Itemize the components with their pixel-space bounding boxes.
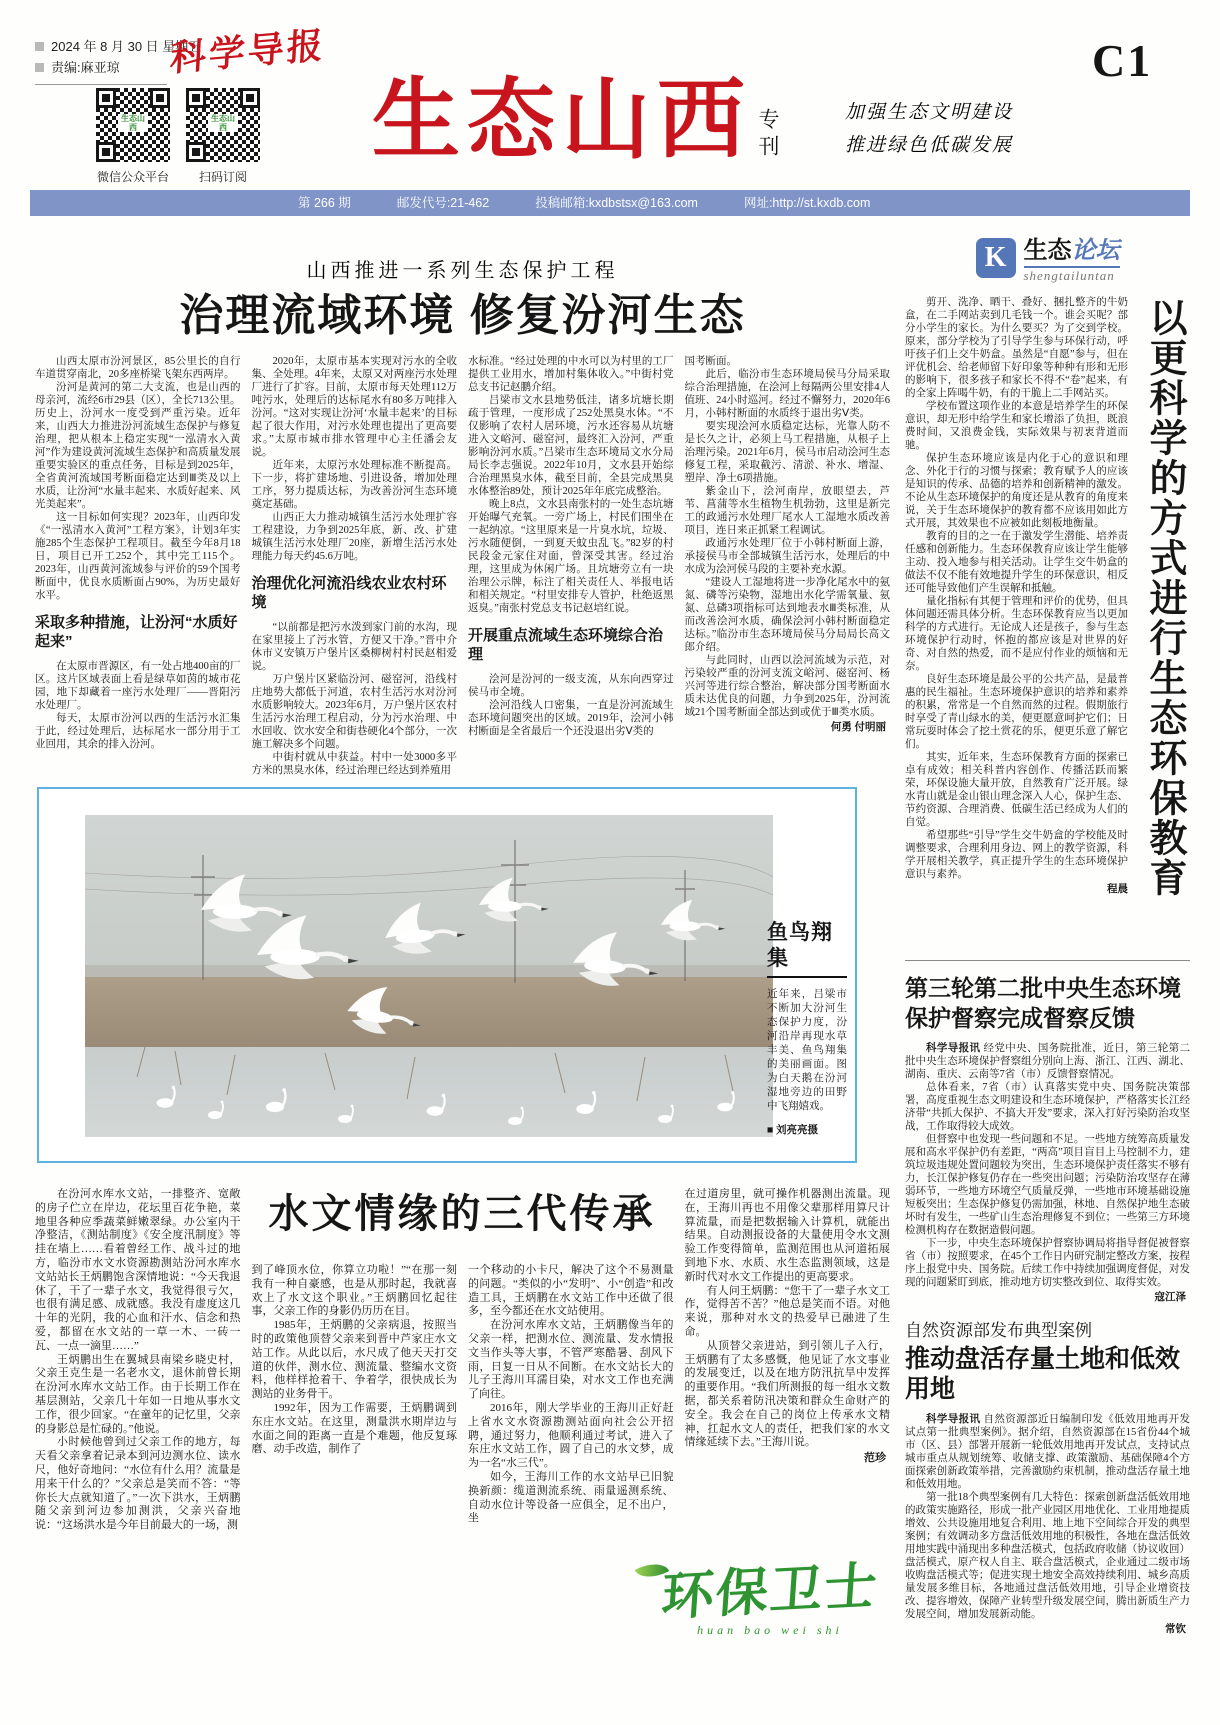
paragraph: 科学导报讯 经党中央、国务院批准，近日，第三轮第二批中央生态环境保护督察组分别向上海、浙江、江西、湖北、湖南、重庆、云南等7省（市）反馈督察情况。 [905, 1043, 1190, 1080]
main-column-3 [468, 355, 674, 777]
paragraph: 山西正大力推动城镇生活污水处理扩容工程建设，力争到2025年底，新、改、扩建城镇生活污水处理厂20座，新增生活污水处理能力每天约45.6万吨。 [251, 512, 457, 562]
paragraph: 一个移动的小卡尺，解决了这个不易测量的问题。“类似的小“发明”、小“创造”和改造工具，王炳鹏在水文站工作中还做了很多，至今都还在水文站使用。 [468, 1264, 674, 1318]
slogan-line2: 推进绿色低碳发展 [845, 135, 1014, 156]
byline: 范珍 [864, 1452, 886, 1465]
hydrology-column-1 [35, 1188, 241, 1698]
header-rule [35, 84, 167, 85]
paragraph: 到了峰顶水位，你算立功啦！”“在那一刻我有一种自豪感，也是从那时起，我就喜欢上了水文这个职业。”王炳鹏回忆起往事，父亲工作的身影仍历历在目。 [251, 1264, 457, 1318]
eco-guard-logo [627, 1560, 890, 1640]
subhead: 治理优化河流沿线农业农村环境 [251, 575, 447, 611]
website-url: 网址:http://st.kxdb.com [743, 196, 871, 210]
subhead: 采取多种措施，让汾河“水质好起来” [35, 614, 238, 650]
paragraph: 中街村就从中获益。村中一处3000多平方米的黑臭水体，经过治理已经达到养殖用 [251, 752, 457, 776]
issue-number: 第 266 期 [298, 196, 351, 210]
paragraph: 汾河是黄河的第二大支流，也是山西的母亲河，流经6市29县（区），全长713公里。历史上，汾河水一度受到严重污染。近年来，山西大力推进汾河流域生态保护与修复治理，把从根本上稳定实现“一泓清水入黄河”作为建设黄河流域生态保护和高质量发展重要实验区的重点任务，目标是到2025年，全省黄河流域国考断面稳定达到Ⅲ类及以上水质，让汾河“水量丰起来、水质好起来、风光美起来”。 [35, 382, 241, 510]
paragraph: 在太原市晋源区，有一处占地400亩的厂区。这片区域表面上看是绿草如茵的城市花园，地下却藏着一座污水处理厂——晋阳污水处理厂。 [35, 661, 241, 711]
eco-guard-calligraphy: 环保卫士 [659, 1558, 881, 1627]
land-article-kicker: 自然资源部发布典型案例 [905, 1321, 1092, 1340]
paragraph: 吕梁市文水县地势低洼，诸多坑塘长期疏于管理，一度形成了252处黑臭水体。“不仅影响了农村人居环境，污水还容易从坑塘进入文峪河、磁窑河，最终汇入汾河，严重影响汾河水质。”吕梁市生态环境局文水分局局长李志强说。2022年10月，文水县开始综合治理黑臭水体，截至目前，全县完成黑臭水体整治89处，预计2025年年底完成整治。 [468, 395, 674, 497]
right-column [905, 238, 1190, 1636]
paragraph: 但督察中也发现一些问题和不足。一些地方统筹高质量发展和高水平保护仍有差距，“两高”项目盲目上马控制不力，建筑垃圾违规处置问题较为突出，生态环境保护责任落实不够有力，长江保护修复仍存在一些突出问题；污染防治攻坚存在薄弱环节，一些地方环境空气质量反弹，一些地市环境基础设施短板突出；生态保护修复仍需加强，林地、自然保护地生态破坏时有发生，一些矿山生态治理修复不到位；一些第三方环境检测机构存在数据造假问题。 [905, 1134, 1190, 1236]
paragraph: 与此同时，山西以浍河流域为示范，对污染较严重的汾河支流文峪河、磁窑河、杨兴河等进行综合整治，解决部分国考断面水质未达优良的问题，力争到2025年，汾河流域21个国考断面全部达到或优于Ⅲ类水质。 [684, 655, 890, 718]
inspection-article [905, 973, 1190, 1304]
paragraph: 良好生态环境是最公平的公共产品，是最普惠的民生福祉。生态环境保护意识的培养和素养的积累，常常是一个自然而然的过程。假期旅行时享受了青山绿水的美，便更愿意呵护它们；日常玩耍时体会了挖土赏花的乐，便更乐意了解它们。 [905, 674, 1128, 750]
paragraph: 王炳鹏出生在翼城县南梁乡晓史村，父亲王克生是一名老水文，退休前曾长期在汾河水库水文站工作。由于长期工作在基层测站，父亲几十年如一日地从事水文工作，很少回家。“在童年的记忆里，父亲的身影总是忙碌的。”他说。 [35, 1353, 241, 1435]
photo-caption [767, 815, 847, 1137]
paragraph: 要实现浍河水质稳定达标，光靠人防不是长久之计，必须上马工程措施，从根子上治理污染。2021年6月，侯马市启动浍河生态修复工程，采取截污、清淤、补水、增湿、塑岸、净土6项措施。 [684, 421, 890, 484]
main-article-headline: 治理流域环境 修复汾河生态 [179, 291, 746, 340]
paragraph: 国考断面。 [684, 356, 737, 367]
paragraph: 总体看来，7省（市）认真落实党中央、国务院决策部署，高度重视生态文明建设和生态环境保护，严格落实长江经济带“共抓大保护、不搞大开发”要求，深入打好污染防治攻坚战，工作取得较大成效。 [905, 1082, 1190, 1132]
paragraph: 1985年，王炳鹏的父亲病退，按照当时的政策他顶替父亲来到晋中芦家庄水文站工作。从此以后，水尺成了他天天打交道的伙伴，测水位、测流量、整编水文资料，他样样抢着干、争着学，很快成长为测站的业务骨干。 [251, 1319, 457, 1401]
photo-caption-text: 近年来，吕梁市不断加大汾河生态保护力度，汾河沿岸再现水草丰美、鱼鸟翔集的美丽画面。图为白天鹅在汾河湿地旁边的田野中飞翔嬉戏。 [767, 989, 847, 1112]
slogan [845, 96, 1013, 162]
wechat-qr-label: 微信公众平台 [96, 170, 169, 184]
photo-credit: ■ 刘亮亮摄 [767, 1125, 818, 1136]
wechat-qr-code [96, 88, 170, 162]
hydrology-article-headline: 水文情缘的三代传承 [268, 1191, 656, 1236]
forum-pinyin: shengtailuntan [1023, 268, 1115, 283]
hydrology-column-2 [252, 1188, 458, 1698]
forum-title-black: 生态 [1023, 237, 1072, 264]
paragraph: 保护生态环境应该是内化于心的意识和理念、外化于行的习惯与探索；教育赋予人的应该是知识的传承、品德的培养和创新精神的激发。不论从生态环境保护的角度还是从教育的角度来说，关于生态环境保护的教育都不应该用如此方式开展，其效果也不应被如此刻板地衡量。 [905, 453, 1128, 529]
paragraph: 其实，近年来，生态环保教育方面的探索已卓有成效；相关科普内容创作、传播活跃而繁荣，环保设施大量开放，自然教育广泛开展。绿水青山就是金山银山理念深入人心，保护生态、节约资源、合理消费、低碳生活已经成为人们的自觉。 [905, 752, 1128, 828]
hydrology-article [35, 1188, 890, 1698]
paragraph: 下一步，中央生态环境保护督察协调局将指导督促被督察省（市）按照要求，在45个工作日内研究制定整改方案，按程序上报党中央、国务院。后续工作中持续加强调度督促，对发现的问题紧盯到底，推动地方切实整改到位、取得实效。 [905, 1238, 1190, 1288]
forum-section-header [905, 238, 1190, 284]
forum-article [905, 296, 1190, 944]
paragraph: 量化指标有其便于管理和评价的优势，但具体问题还需具体分析。生态环保教育应当以更加科学的方式进行。无论成人还是孩子，参与生态环境保护行动时，怀抱的都应该是对世界的好奇、对自然的热爱，而不是应付作业的烦恼和无奈。 [905, 596, 1128, 672]
forum-k-badge-icon: K [976, 238, 1016, 278]
bullet-square-icon [35, 42, 44, 51]
paragraph: 剪开、洗净、晒干、叠好、捆扎整齐的牛奶盒，在二手网站卖到几毛钱一个。谁会买呢？部分小学生的家长。为什么要买？为了交到学校。原来，部分学校为了引导学生参与环保行动，呼吁孩子们上交牛奶盒。虽然是“自愿”参与，但在评优机会、给老师留下好印象等种种有形和无形的影响下，很多孩子和家长不得不“卷”起来，有的全家上阵喝牛奶，有的干脆上二手网站买。 [905, 297, 1128, 399]
qr-center-label: 生态山西 [208, 114, 238, 132]
forum-title-accent: 论坛 [1071, 238, 1120, 264]
paragraph: 山西太原市汾河景区，85公里长的自行车道贯穿南北，20多座桥梁飞架东西两岸。 [35, 356, 241, 380]
paragraph: 每天，太原市汾河以西的生活污水汇集于此，经过处理后，达标尾水一部分用于工业回用，其余的排入汾河。 [35, 713, 241, 750]
paragraph: 如今，王海川工作的水文站早已旧貌换新颜：缆道测流系统、雨量遥测系统、自动水位计等设备一应俱全，足不出户，坐 [468, 1470, 674, 1525]
page-number: C1 [1092, 35, 1153, 86]
land-article [905, 1320, 1190, 1636]
paragraph: 小时候他曾到过父亲工作的地方，每天看父亲拿着记录本到河边测水位、读水尺，他好奇地问：“水位有什么用？流量是用来干什么的？”父亲总是笑而不答：“等你长大点就知道了。”一次下洪水，王炳鹏随父亲到河边参加测洪，父亲兴奋地说：“这场洪水是今年目前最大的一场，测 [35, 1436, 241, 1532]
paragraph: “建设人工湿地将进一步净化尾水中的氨氮、磷等污染物，湿地出水化学需氧量、氨氮、总磷3项指标可达到地表水Ⅲ类标准，从而改善浍河水质，确保浍河小韩村断面稳定达标。”临汾市生态环境局侯马分局局长高文郎介绍。 [684, 577, 890, 653]
paragraph: 2016年，刚大学毕业的王海川正好赶上省水文水资源勘测站面向社会公开招聘，通过努力，他顺利通过考试，进入了东庄水文站工作，圆了自己的水文梦，成为一名“水三代”。 [468, 1401, 674, 1470]
date-text: 2024 年 8 月 30 日 星期五 [51, 39, 202, 54]
photo-block [37, 787, 857, 1163]
land-article-text [905, 1413, 1190, 1636]
submission-email: 投稿邮箱:kxdbstsx@163.com [535, 196, 698, 210]
paragraph: “以前都是把污水泼到家门前的水沟，现在家里接上了污水管，方便又干净。”晋中介休市义安镇万户堡片区桑柳树村村民赵相爱说。 [251, 622, 457, 672]
swans-wetland-photo [85, 815, 773, 1137]
main-column-1 [35, 355, 241, 777]
paragraph: 此后，临汾市生态环境局侯马分局采取综合治理措施，在浍河上每隔两公里安排4人值班、24小时巡河。经过不懈努力，2020年6月，小韩村断面的水质终于退出劣Ⅴ类。 [684, 369, 890, 419]
subhead: 开展重点流域生态环境综合治理 [468, 627, 664, 663]
paragraph: 万户堡片区紧临汾河、磁窑河，沿线村庄地势大都低于河道，农村生活污水对汾河水质影响较大。2023年6月，万户堡片区农村生活污水治理工程启动，分为污水治理、中水回收、饮水安全和街巷硬化4个部分，一次施工解决多个问题。 [251, 674, 457, 750]
paragraph: 2020年，太原市基本实现对污水的全收集、全处理。4年来，太原又对两座污水处理厂进行了扩容。目前，太原市每天处理112万吨污水，处理后的达标尾水有80多万吨排入汾河。“这对实现让汾河‘水量丰起来’的目标起了很大作用，对污水处理也提出了更高要求。”太原市城市排水管理中心主任潘会友说。 [251, 356, 457, 458]
main-column-2 [252, 355, 458, 777]
paragraph: 希望那些“引导”学生交牛奶盒的学校能及时调整要求，合理利用身边、网上的教学资源，科学开展相关教学，真正提升学生的生态环境保护意识与素养。 [905, 830, 1128, 880]
paragraph: 这一目标如何实现？2023年，山西印发《“一泓清水入黄河”工程方案》，计划3年实施285个生态保护工程项目。截至今年8月18日，项目已开工252个，其中完工115个。2023年，山西黄河流域参与评价的59个国考断面中，优良水质断面占90%，为历史最好水平。 [35, 512, 241, 601]
photo-image [85, 815, 773, 1137]
paragraph: 近年来，太原污水处理标准不断提高。下一步，将扩建场地、引进设备，增加处理工序，努力提质达标，为改善汾河生态环境奠定基础。 [251, 460, 457, 510]
byline: 何勇 付明丽 [830, 722, 886, 733]
photo-caption-title: 鱼鸟翔集 [767, 920, 847, 978]
main-article-kicker: 山西推进一系列生态保护工程 [306, 260, 619, 282]
qr-center-label: 生态山西 [118, 114, 148, 132]
byline: 寇江泽 [1154, 1292, 1186, 1303]
paragraph: 晚上8点，文水县南张村的一处生态坑塘开始曝气充氧。一旁广场上，村民们围坐在一起纳凉。“这里原来是一片臭水坑，垃圾、污水随便倒，一到夏天蚊虫乱飞。”82岁的村民段金元家住对面，曾深受其害。经过治理，这里成为休闲广场。且坑塘旁立有一块治理公示牌，标注了相关责任人、举报电话和相关规定。“村里安排专人管护，杜绝返黑返臭。”南张村党总支书记赵培红说。 [468, 499, 674, 614]
bullet-square-icon [35, 63, 44, 72]
paragraph: 在汾河水库水文站，一排整齐、宽敞的房子伫立在岸边，花坛里百花争艳，菜地里各种应季蔬菜鲜嫩翠绿。办公室内干净整洁，《测站制度》《安全度汛制度》等挂在墙上……看着曾经工作、战斗过的地方，临汾市水文水资源勘测站汾河水库水文站站长王炳鹏饱含深情地说：“今天我退休了，干了一辈子水文，我觉得很亏欠，也很有满足感、成就感。我没有虚度这几十年的光阴，我的心血和汗水、信念和热爱，都留在水文站的一草一木、一砖一瓦、一点一滴里……” [35, 1188, 241, 1352]
inspection-article-text [905, 1042, 1190, 1304]
paragraph: 水标准。“经过处理的中水可以为村里的工厂提供工业用水，增加村集体收入。”中街村党总支书记赵鹏介绍。 [468, 356, 674, 393]
paragraph: 科学导报讯 自然资源部近日编制印发《低效用地再开发试点第一批典型案例》。据介绍，自然资源部在15省份44个城市（区、县）部署开展新一轮低效用地再开发试点，支持试点城市重点从规划统筹、收储支撑、政策激励、基础保障4个方面探索创新政策举措，完善激励约束机制，推动盘活存量土地和低效用地。 [905, 1414, 1190, 1490]
publication-info-bar [30, 190, 1190, 216]
paragraph: 在过道房里，就可操作机器测出流量。现在，王海川再也不用像父辈那样用算尺计算流量，而是把数据输入计算机，就能出结果。自动测报设备的大量使用令水文测验工作变得简单，监测范围也从河道拓展到地下水、水质、水生态监测领域，这是新时代对水文工作提出的更高要求。 [684, 1188, 890, 1283]
main-article [35, 228, 890, 780]
slogan-line1: 加强生态文明建设 [845, 102, 1014, 123]
main-article-columns [35, 355, 890, 777]
paragraph: 政通污水处理厂位于小韩村断面上游，承接侯马市全部城镇生活污水，处理后的中水成为浍河侯马段的主要补充水源。 [684, 538, 890, 575]
subscribe-qr-code [186, 88, 260, 162]
paragraph: 从顶替父亲进站，到引领儿子入行，王炳鹏有了太多感慨，他见证了水文事业的发展变迁，以及在地方防汛抗旱中发挥的重要作用。“我们所测报的每一组水文数据，都关系着防汛决策和群众生命财产的安全。我会在自己的岗位上传承水文精神，扛起水文人的责任，把我们家的水文情缘延续下去。”王海川说。 [684, 1339, 890, 1449]
section-divider [905, 960, 1190, 961]
newspaper-brand-logo: 科学导报 [169, 25, 327, 79]
paragraph: 学校布置这项作业的本意是培养学生的环保意识，却无形中给学生和家长增添了负担，既浪费时间，又浪费金钱，实际效果与初衷背道而驰。 [905, 401, 1128, 451]
paragraph: 紫金山下，浍河南岸，放眼望去，芦苇、菖蒲等水生植物生机勃勃，这里是新完工的政通污水处理厂尾水人工湿地水质改善项目，连日来正抓紧工程调试。 [684, 486, 890, 536]
eco-guard-pinyin: huan bao wei shi [697, 1623, 843, 1637]
forum-title [1024, 238, 1120, 268]
inspection-article-headline: 第三轮第二批中央生态环境保护督察完成督察反馈 [905, 975, 1181, 1031]
forum-article-vertical-headline: 以更科学的方式进行生态环保教育 [1143, 298, 1185, 898]
paragraph: 第一批18个典型案例有几大特色：探索创新盘活低效用地的政策实施路径，形成一批产业园区用地优化、工业用地提质增效、公共设施用地复合利用、地上地下空间综合开发的典型案例；有效调动多方盘活低效用地的积极性，各地在盘活低效用地实践中涌现出多种盘活模式，包括政府收储（协议收回）盘活模式，原产权人自主、联合盘活模式，企业通过二级市场收购盘活模式等；促进实现土地安全高效持续利用、城乡高质量发展多维目标，各地通过盘活低效用地，引导企业增资技改、提容增效，保障产业转型升级发展空间，腾出新质生产力发展空间，增加发展新动能。 [905, 1492, 1190, 1620]
editor-text: 责编:麻亚琼 [51, 60, 120, 75]
paragraph: 在汾河水库水文站，王炳鹏像当年的父亲一样，把测水位、测流量、发水情报文当作头等大事，不管严寒酷暑、刮风下雨，日复一日从不间断。在水文站长大的儿子王海川耳濡目染，对水文工作也充满了向往。 [468, 1319, 674, 1401]
byline: 程晨 [1107, 884, 1128, 895]
byline: 常钦 [1165, 1624, 1186, 1635]
masthead-title: 生态山西 [372, 73, 753, 170]
postal-code: 邮发代号:21-462 [396, 196, 490, 210]
land-article-headline: 推动盘活存量土地和低效用地 [905, 1345, 1181, 1403]
paragraph: 浍河是汾河的一级支流，从东向西穿过侯马市全境。 [468, 674, 674, 698]
masthead-suffix: 专刊 [756, 108, 779, 162]
paragraph: 有人问王炳鹏：“您干了一辈子水文工作，觉得苦不苦？”他总是笑而不语。对他来说，那种对水文的热爱早已融进了生命。 [684, 1284, 890, 1338]
paragraph: 教育的目的之一在于激发学生潜能、培养责任感和创新能力。生态环保教育应该让学生能够主动、投入地参与相关活动。让学生交牛奶盒的做法不仅不能有效地提升学生的环保意识，相反还可能导致他们产生误解和抵触。 [905, 531, 1128, 594]
paragraph: 浍河沿线人口密集，一直是汾河流域生态环境问题突出的区域。2019年，浍河小韩村断面是全省最后一个还没退出劣Ⅴ类的 [468, 700, 674, 737]
main-column-4 [685, 355, 891, 777]
paragraph: 1992年，因为工作需要，王炳鹏调到东庄水文站。在这里，测量洪水期岸边与水面之间的距离一直是个难题，他反复琢磨、动手改造，制作了 [251, 1401, 457, 1456]
subscribe-qr-label: 扫码订阅 [198, 170, 247, 184]
